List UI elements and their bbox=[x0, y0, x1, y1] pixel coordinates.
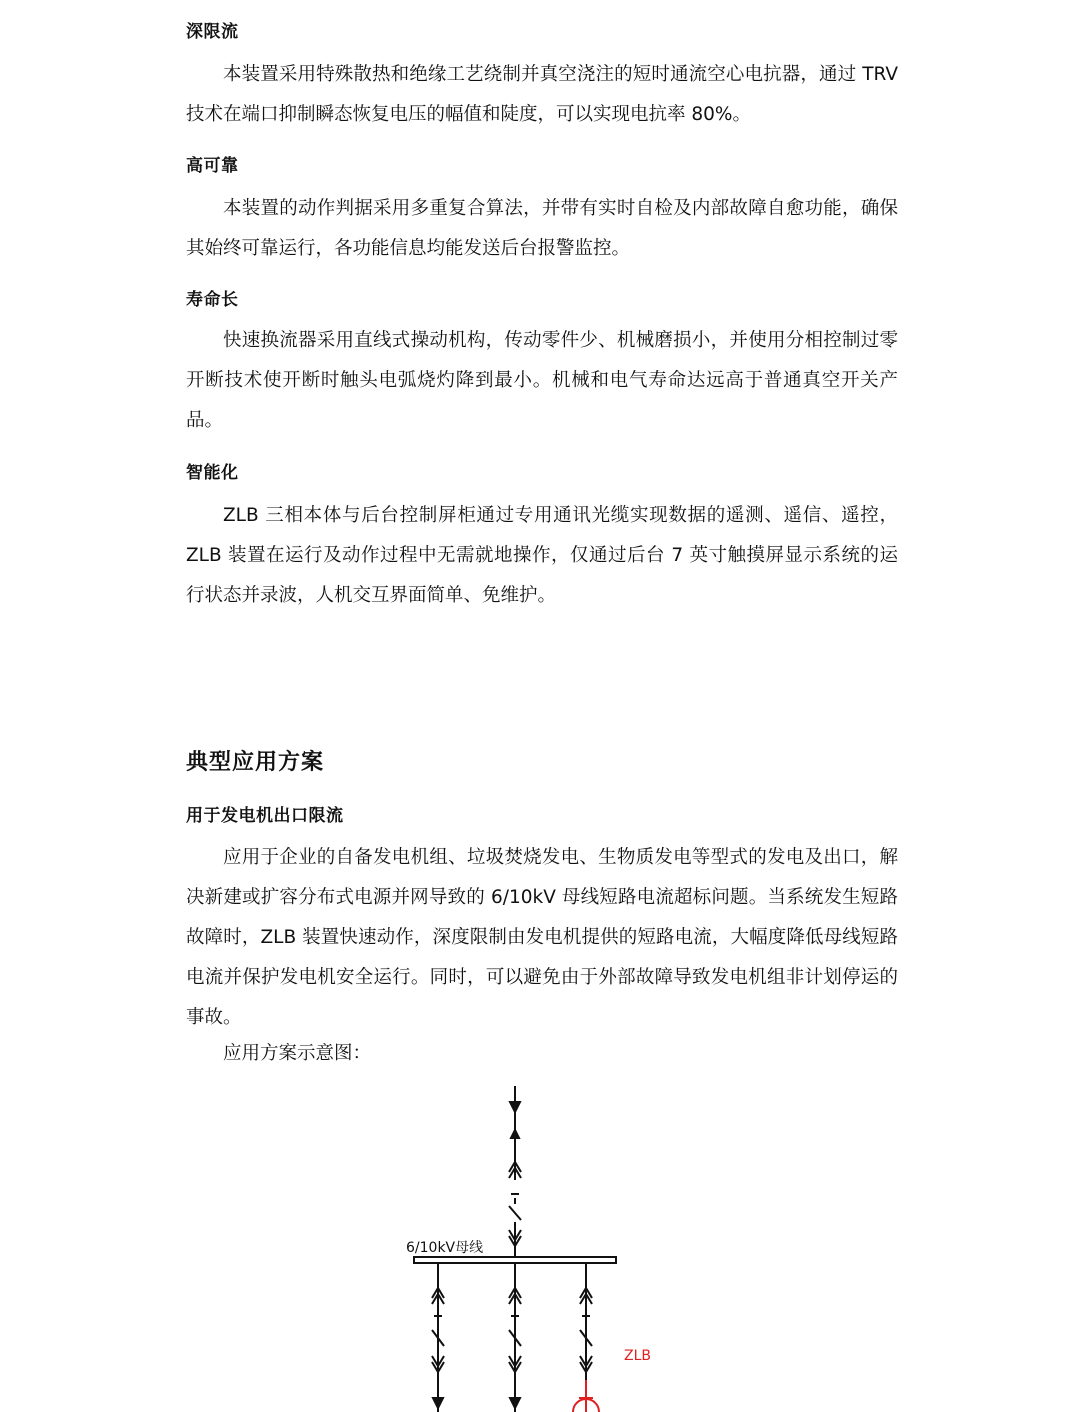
paragraph-intelligent: ZLB 三相本体与后台控制屏柜通过专用通讯光缆实现数据的遥测、遥信、遥控，ZLB 装置在运行及动作过程中无需就地操作，仅通过后台 7 英寸触摸屏显示系统的运行状态并录波，人机交互界面简单、免维护。 bbox=[186, 505, 898, 606]
heading-long-life: 寿命长 bbox=[186, 290, 239, 310]
paragraph-high-reliability: 本装置的动作判据采用多重复合算法，并带有实时自检及内部故障自愈功能，确保其始终可靠运行，各功能信息均能发送后台报警监控。 bbox=[186, 198, 898, 259]
feeder-middle bbox=[509, 1263, 521, 1412]
paragraph-application: 应用于企业的自备发电机组、垃圾焚烧发电、生物质发电等型式的发电及出口，解决新建或扩容分布式电源并网导致的 6/10kV 母线短路电流超标问题。当系统发生短路故障时，ZLB 装置快速动作，深度限制由发电机提供的短路电流，大幅度降低母线短路电流并保护发电机安全运行。同时，可以避免由于外部故障导致发电机组非计划停运的事故。 bbox=[186, 847, 898, 1028]
subheading-generator-outlet: 用于发电机出口限流 bbox=[186, 806, 344, 826]
heading-deep-limiting: 深限流 bbox=[186, 22, 239, 42]
arrow-down-icon bbox=[433, 1398, 443, 1408]
arrow-up-icon bbox=[511, 1130, 519, 1138]
busbar bbox=[414, 1257, 616, 1263]
zlb-device-icon bbox=[573, 1380, 599, 1412]
single-line-diagram bbox=[380, 1080, 710, 1412]
paragraph-deep-limiting: 本装置采用特殊散热和绝缘工艺绕制并真空浇注的短时通流空心电抗器，通过 TRV 技术在端口抑制瞬态恢复电压的幅值和陡度，可以实现电抗率 80%。 bbox=[186, 64, 898, 125]
feeder-left bbox=[432, 1263, 444, 1412]
arrow-down-icon bbox=[510, 1102, 520, 1112]
busbar-label: 6/10kV母线 bbox=[406, 1240, 484, 1256]
paragraph-long-life: 快速换流器采用直线式操动机构，传动零件少、机械磨损小，并使用分相控制过零开断技术使开断时触头电弧烧灼降到最小。机械和电气寿命达远高于普通真空开关产品。 bbox=[186, 330, 898, 431]
heading-intelligent: 智能化 bbox=[186, 463, 239, 483]
arrow-down-icon bbox=[510, 1398, 520, 1408]
section-title-typical-application: 典型应用方案 bbox=[186, 750, 325, 775]
heading-high-reliability: 高可靠 bbox=[186, 156, 239, 176]
switch-blade-icon bbox=[509, 1206, 521, 1220]
incoming-feeder bbox=[509, 1086, 521, 1260]
feeder-right-zlb bbox=[580, 1263, 592, 1380]
zlb-label: ZLB bbox=[624, 1348, 651, 1364]
diagram-caption: 应用方案示意图： bbox=[223, 1043, 372, 1064]
